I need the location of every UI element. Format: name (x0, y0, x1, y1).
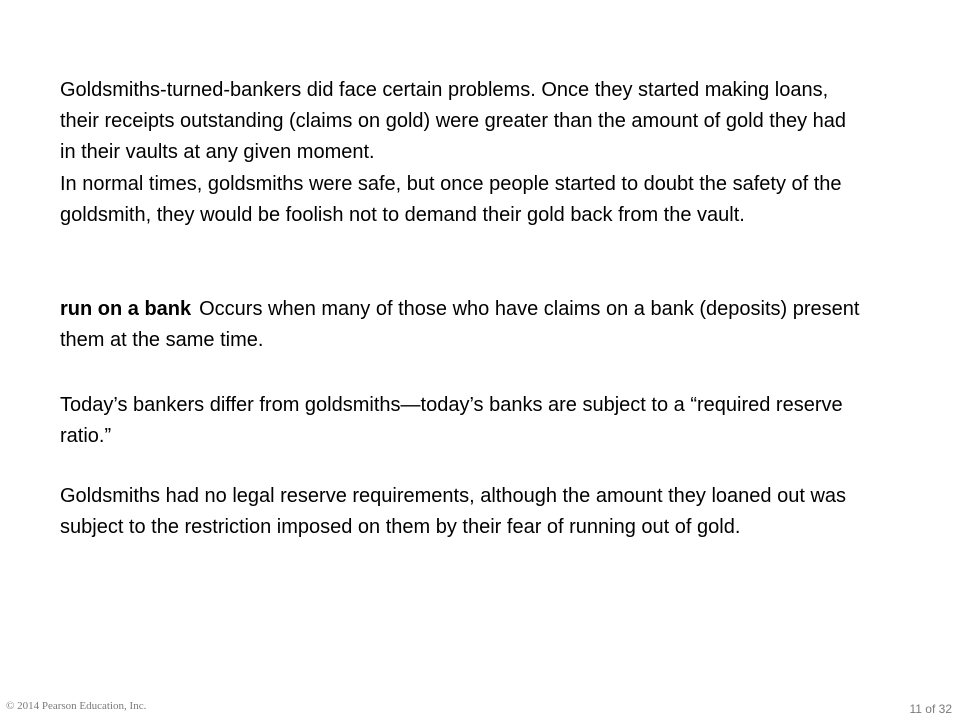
paragraph-goldsmith-problems: Goldsmiths-turned-bankers did face certain problems. Once they started making loans, their receipts outstanding (claims on gold) were greater than the amount of gold they had in their vaults at any given moment. (60, 79, 847, 163)
term-definition: Occurs when many of those who have claims on a bank (deposits) present them at the same time. (60, 298, 860, 351)
copyright-notice: © 2014 Pearson Education, Inc. (6, 700, 147, 712)
paragraph-todays-bankers: Today’s bankers differ from goldsmiths—today’s banks are subject to a “required reserve ratio.” (60, 394, 843, 447)
paragraph-no-reserve-requirements: Goldsmiths had no legal reserve requirements, although the amount they loaned out was subject to the restriction imposed on them by their fear of running out of gold. (60, 485, 847, 538)
term-run-on-bank: run on a bank (60, 298, 192, 320)
paragraph-normal-times: In normal times, goldsmiths were safe, but once people started to doubt the safety of the goldsmith, they would be foolish not to demand their gold back from the vault. (60, 173, 842, 226)
definition-run-on-bank (60, 294, 860, 356)
page-number: 11 of 32 (909, 702, 952, 716)
